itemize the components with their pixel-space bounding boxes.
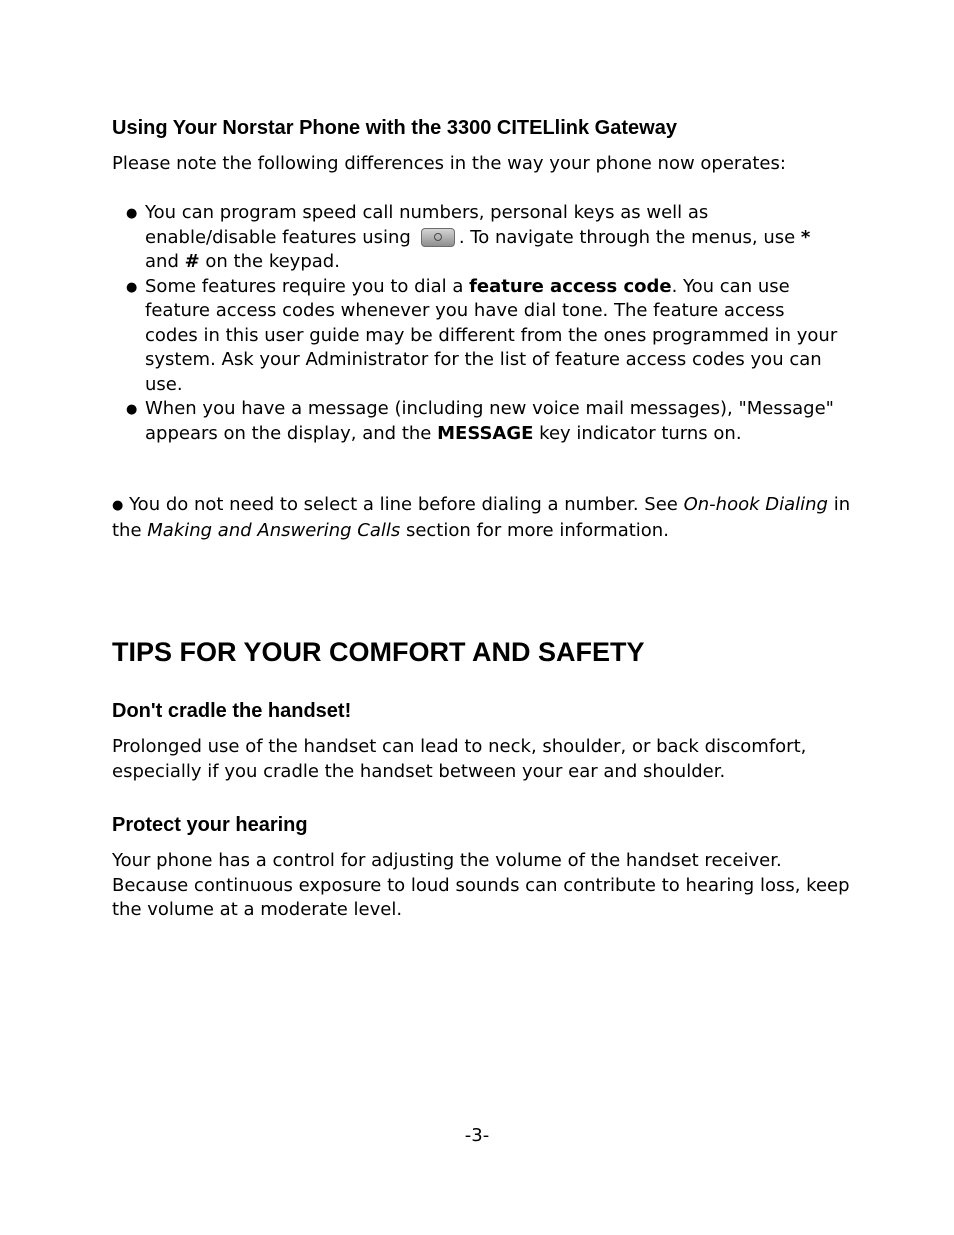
feature-key-icon <box>421 228 455 247</box>
bullet-icon: ● <box>126 206 138 221</box>
hearing-heading: Protect your hearing <box>112 814 308 836</box>
differences-list <box>126 201 841 446</box>
cradle-paragraph: Prolonged use of the handset can lead to neck, shoulder, or back discomfort, especially if you cradle the handset between your ear and shoulder. <box>112 736 807 782</box>
tips-title: TIPS FOR YOUR COMFORT AND SAFETY <box>112 637 645 667</box>
norstar-heading: Using Your Norstar Phone with the 3300 CITELlink Gateway <box>112 117 677 139</box>
hearing-paragraph: Your phone has a control for adjusting the volume of the handset receiver. Because continuous exposure to loud sounds can contribute to hearing loss, keep the volume at a moderate level. <box>112 850 850 920</box>
bullet-icon: ● <box>126 402 138 417</box>
intro-paragraph: Please note the following differences in the way your phone now operates: <box>112 153 786 174</box>
line-selection-note: ● You do not need to select a line before dialing a number. See On-hook Dialing in the Making and Answering Calls section for more information. <box>112 494 851 541</box>
page-number: -3- <box>464 1125 490 1146</box>
bullet-icon: ● <box>112 498 124 513</box>
cradle-heading: Don't cradle the handset! <box>112 700 352 722</box>
bullet-icon: ● <box>126 279 138 295</box>
list-item: ● You can program speed call numbers, personal keys as well as enable/disable features using . To navigate through the menus, use * and # on the keypad. <box>126 202 811 272</box>
list-item: ● When you have a message (including new voice mail messages), "Message" appears on the display, and the MESSAGE key indicator turns on. <box>126 398 834 444</box>
list-item: ● Some features require you to dial a feature access code. You can use feature access codes whenever you have dial tone. The feature access codes in this user guide may be different from the ones programmed in your system. Ask your Administrator for the list of feature access codes you can use. <box>126 275 838 395</box>
